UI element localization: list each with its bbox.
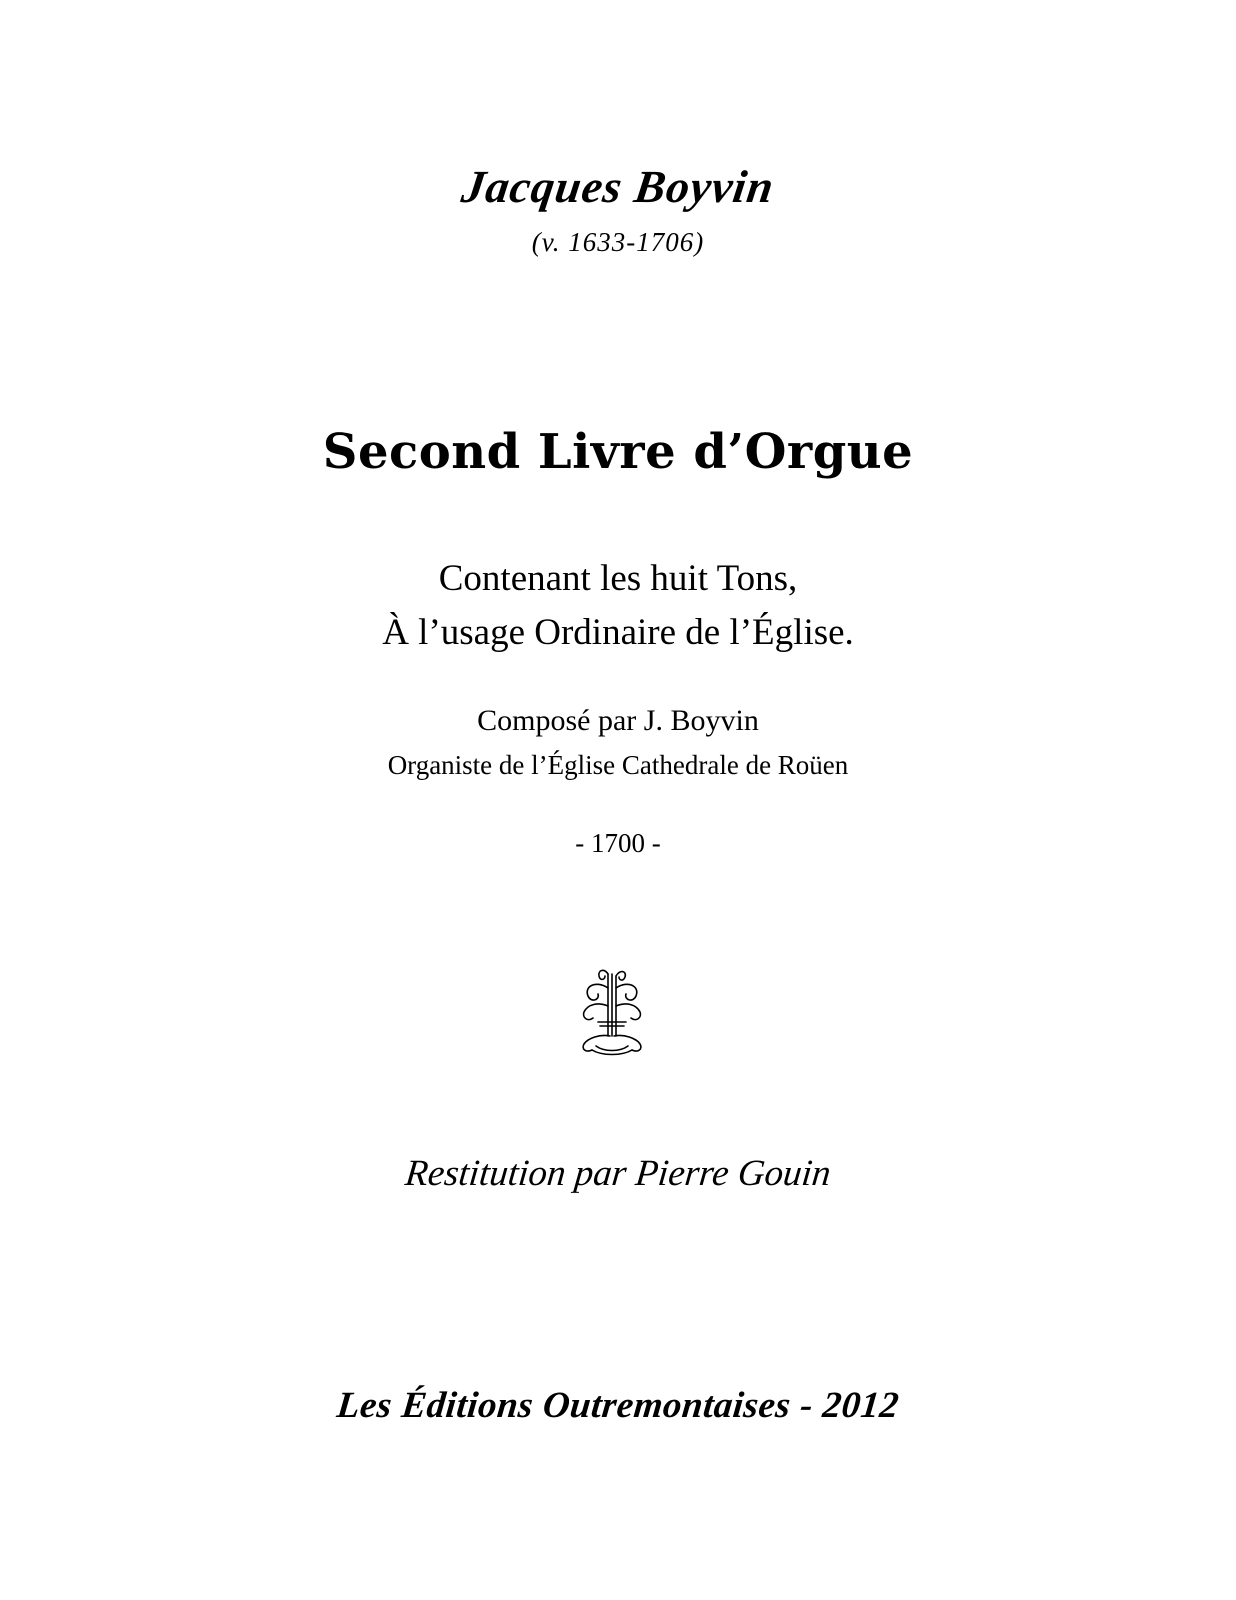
publication-year: - 1700 - <box>575 828 661 858</box>
subtitle-line-2: À l’usage Ordinaire de l’Église. <box>382 612 854 653</box>
author-name: Jacques Boyvin <box>458 161 778 212</box>
author-dates: (v. 1633-1706) <box>531 227 705 257</box>
restitution-credit: Restitution par Pierre Gouin <box>403 1153 833 1194</box>
composed-by: Composé par J. Boyvin <box>477 704 759 737</box>
publisher-line: Les Éditions Outremontaises - 2012 <box>334 1385 902 1426</box>
subtitle-line-1: Contenant les huit Tons, <box>438 558 798 599</box>
fleur-de-lis-ornament-icon <box>574 966 650 1056</box>
composer-role: Organiste de l’Église Cathedrale de Roüen <box>387 750 849 780</box>
page-title: Second Livre d’Orgue <box>322 424 914 480</box>
